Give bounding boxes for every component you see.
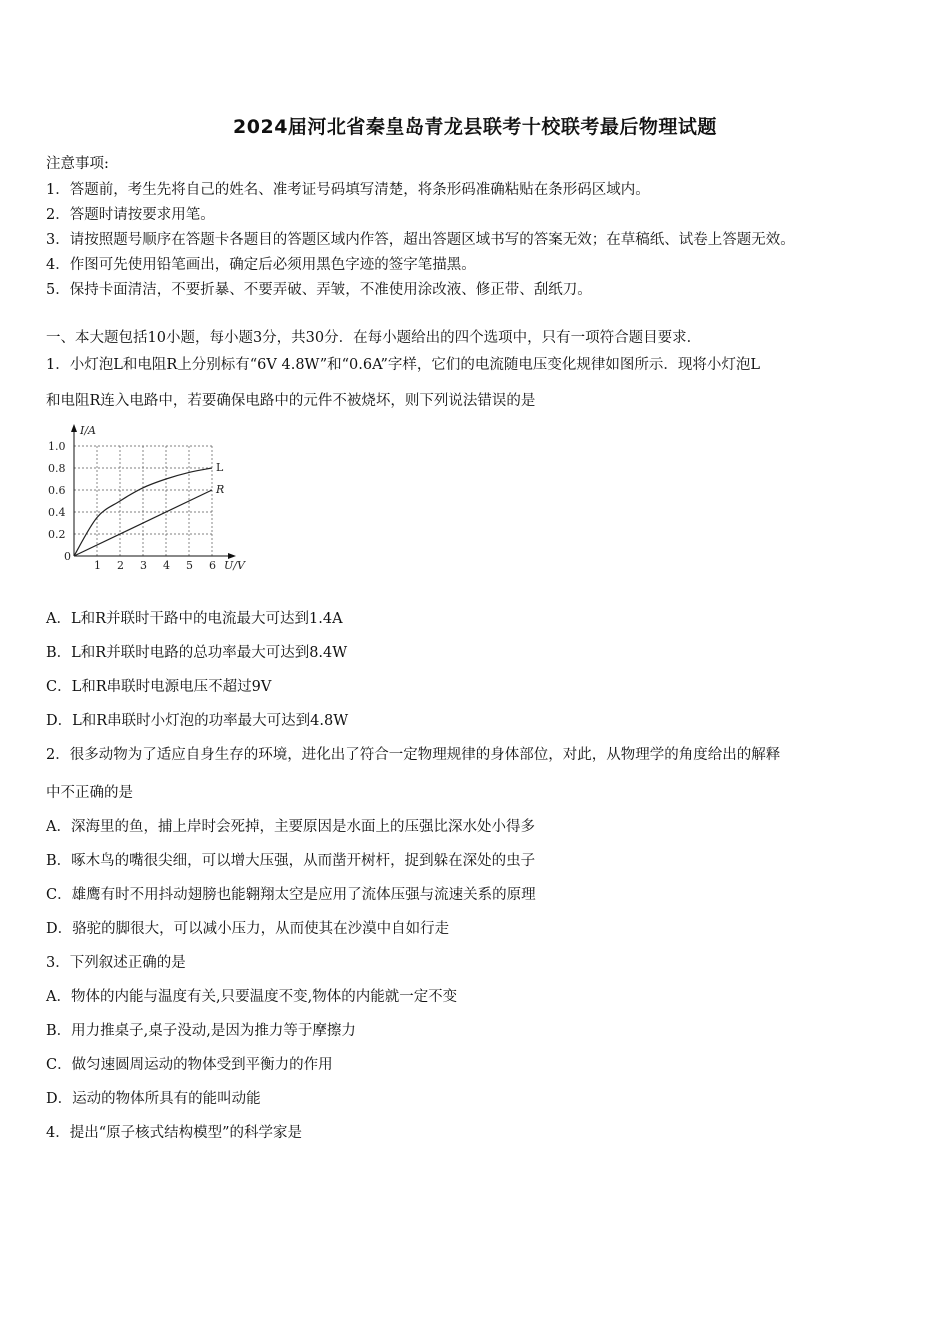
question-1-option-a[interactable]: A．L和R并联时干路中的电流最大可达到1.4A xyxy=(46,611,343,627)
question-2-option-c[interactable]: C．雄鹰有时不用抖动翅膀也能翱翔太空是应用了流体压强与流速关系的原理 xyxy=(46,887,536,903)
question-1-option-b[interactable]: B．L和R并联时电路的总功率最大可达到8.4W xyxy=(46,645,348,661)
x-axis-label: U/V xyxy=(224,559,245,572)
question-4-stem: 4．提出“原子核式结构模型”的科学家是 xyxy=(46,1125,303,1141)
question-2-option-a[interactable]: A．深海里的鱼，捕上岸时会死掉，主要原因是水面上的压强比深水处小得多 xyxy=(46,819,535,835)
question-2-option-b[interactable]: B．啄木鸟的嘴很尖细，可以增大压强，从而凿开树杆，捉到躲在深处的虫子 xyxy=(46,853,536,869)
question-3-option-d[interactable]: D．运动的物体所具有的能叫动能 xyxy=(46,1091,261,1107)
question-2-stem: 2．很多动物为了适应自身生存的环境，进化出了符合一定物理规律的身体部位，对此，从物理学的角度给出的解释 xyxy=(46,747,781,763)
question-3-option-a[interactable]: A．物体的内能与温度有关,只要温度不变,物体的内能就一定不变 xyxy=(46,989,458,1005)
question-1-stem: 和电阻R连入电路中，若要确保电路中的元件不被烧坏，则下列说法错误的是 xyxy=(46,393,536,409)
question-1-option-c[interactable]: C．L和R串联时电源电压不超过9V xyxy=(46,679,272,695)
page-title: 2024届河北省秦皇岛青龙县联考十校联考最后物理试题 xyxy=(233,116,717,138)
iu-graph xyxy=(46,418,256,578)
graph-axes xyxy=(71,424,236,559)
x-tick-label: 5 xyxy=(186,559,193,572)
graph-series xyxy=(74,461,224,556)
question-1-option-d[interactable]: D．L和R串联时小灯泡的功率最大可达到4.8W xyxy=(46,713,349,729)
notice-item: 1．答题前，考生先将自己的姓名、准考证号码填写清楚，将条形码准确粘贴在条形码区域内。 xyxy=(46,182,650,198)
y-tick-label: 0.4 xyxy=(48,506,66,519)
series-label-R: R xyxy=(216,483,225,496)
series-label-L: L xyxy=(216,461,224,474)
question-1-stem: 1．小灯泡L和电阻R上分别标有“6V 4.8W”和“0.6A”字样，它们的电流随电压变化规律如图所示．现将小灯泡L xyxy=(46,357,760,373)
notice-item: 2．答题时请按要求用笔。 xyxy=(46,207,215,223)
question-2-stem: 中不正确的是 xyxy=(46,785,133,801)
notice-item: 5．保持卡面清洁，不要折暴、不要弄破、弄皱，不准使用涂改液、修正带、刮纸刀。 xyxy=(46,282,592,298)
graph-grid xyxy=(74,446,212,556)
y-tick-label: 0.2 xyxy=(48,528,66,541)
x-tick-label: 4 xyxy=(163,559,170,572)
question-3-option-b[interactable]: B．用力推桌子,桌子没动,是因为推力等于摩擦力 xyxy=(46,1023,356,1039)
notice-item: 4．作图可先使用铅笔画出，确定后必须用黑色字迹的签字笔描黑。 xyxy=(46,257,476,273)
x-tick-label: 6 xyxy=(209,559,216,572)
section-heading: 一、本大题包括10小题，每小题3分，共30分．在每小题给出的四个选项中，只有一项符合题目要求． xyxy=(46,330,702,346)
question-3-stem: 3．下列叙述正确的是 xyxy=(46,955,186,971)
y-tick-label: 0.8 xyxy=(48,462,66,475)
y-tick-label: 1.0 xyxy=(48,440,66,453)
y-axis-arrow xyxy=(71,424,77,432)
x-tick-label: 2 xyxy=(117,559,124,572)
y-tick-label: 0.6 xyxy=(48,484,66,497)
notice-heading: 注意事项: xyxy=(46,156,109,172)
y-axis-label: I/A xyxy=(80,424,96,437)
question-3-option-c[interactable]: C．做匀速圆周运动的物体受到平衡力的作用 xyxy=(46,1057,333,1073)
notice-item: 3．请按照题号顺序在答题卡各题目的答题区域内作答，超出答题区域书写的答案无效；在草稿纸、试卷上答题无效。 xyxy=(46,232,795,248)
x-tick-label: 1 xyxy=(94,559,101,572)
question-2-option-d[interactable]: D．骆驼的脚很大，可以减小压力，从而使其在沙漠中自如行走 xyxy=(46,921,450,937)
origin-label: 0 xyxy=(64,550,71,563)
x-tick-label: 3 xyxy=(140,559,147,572)
